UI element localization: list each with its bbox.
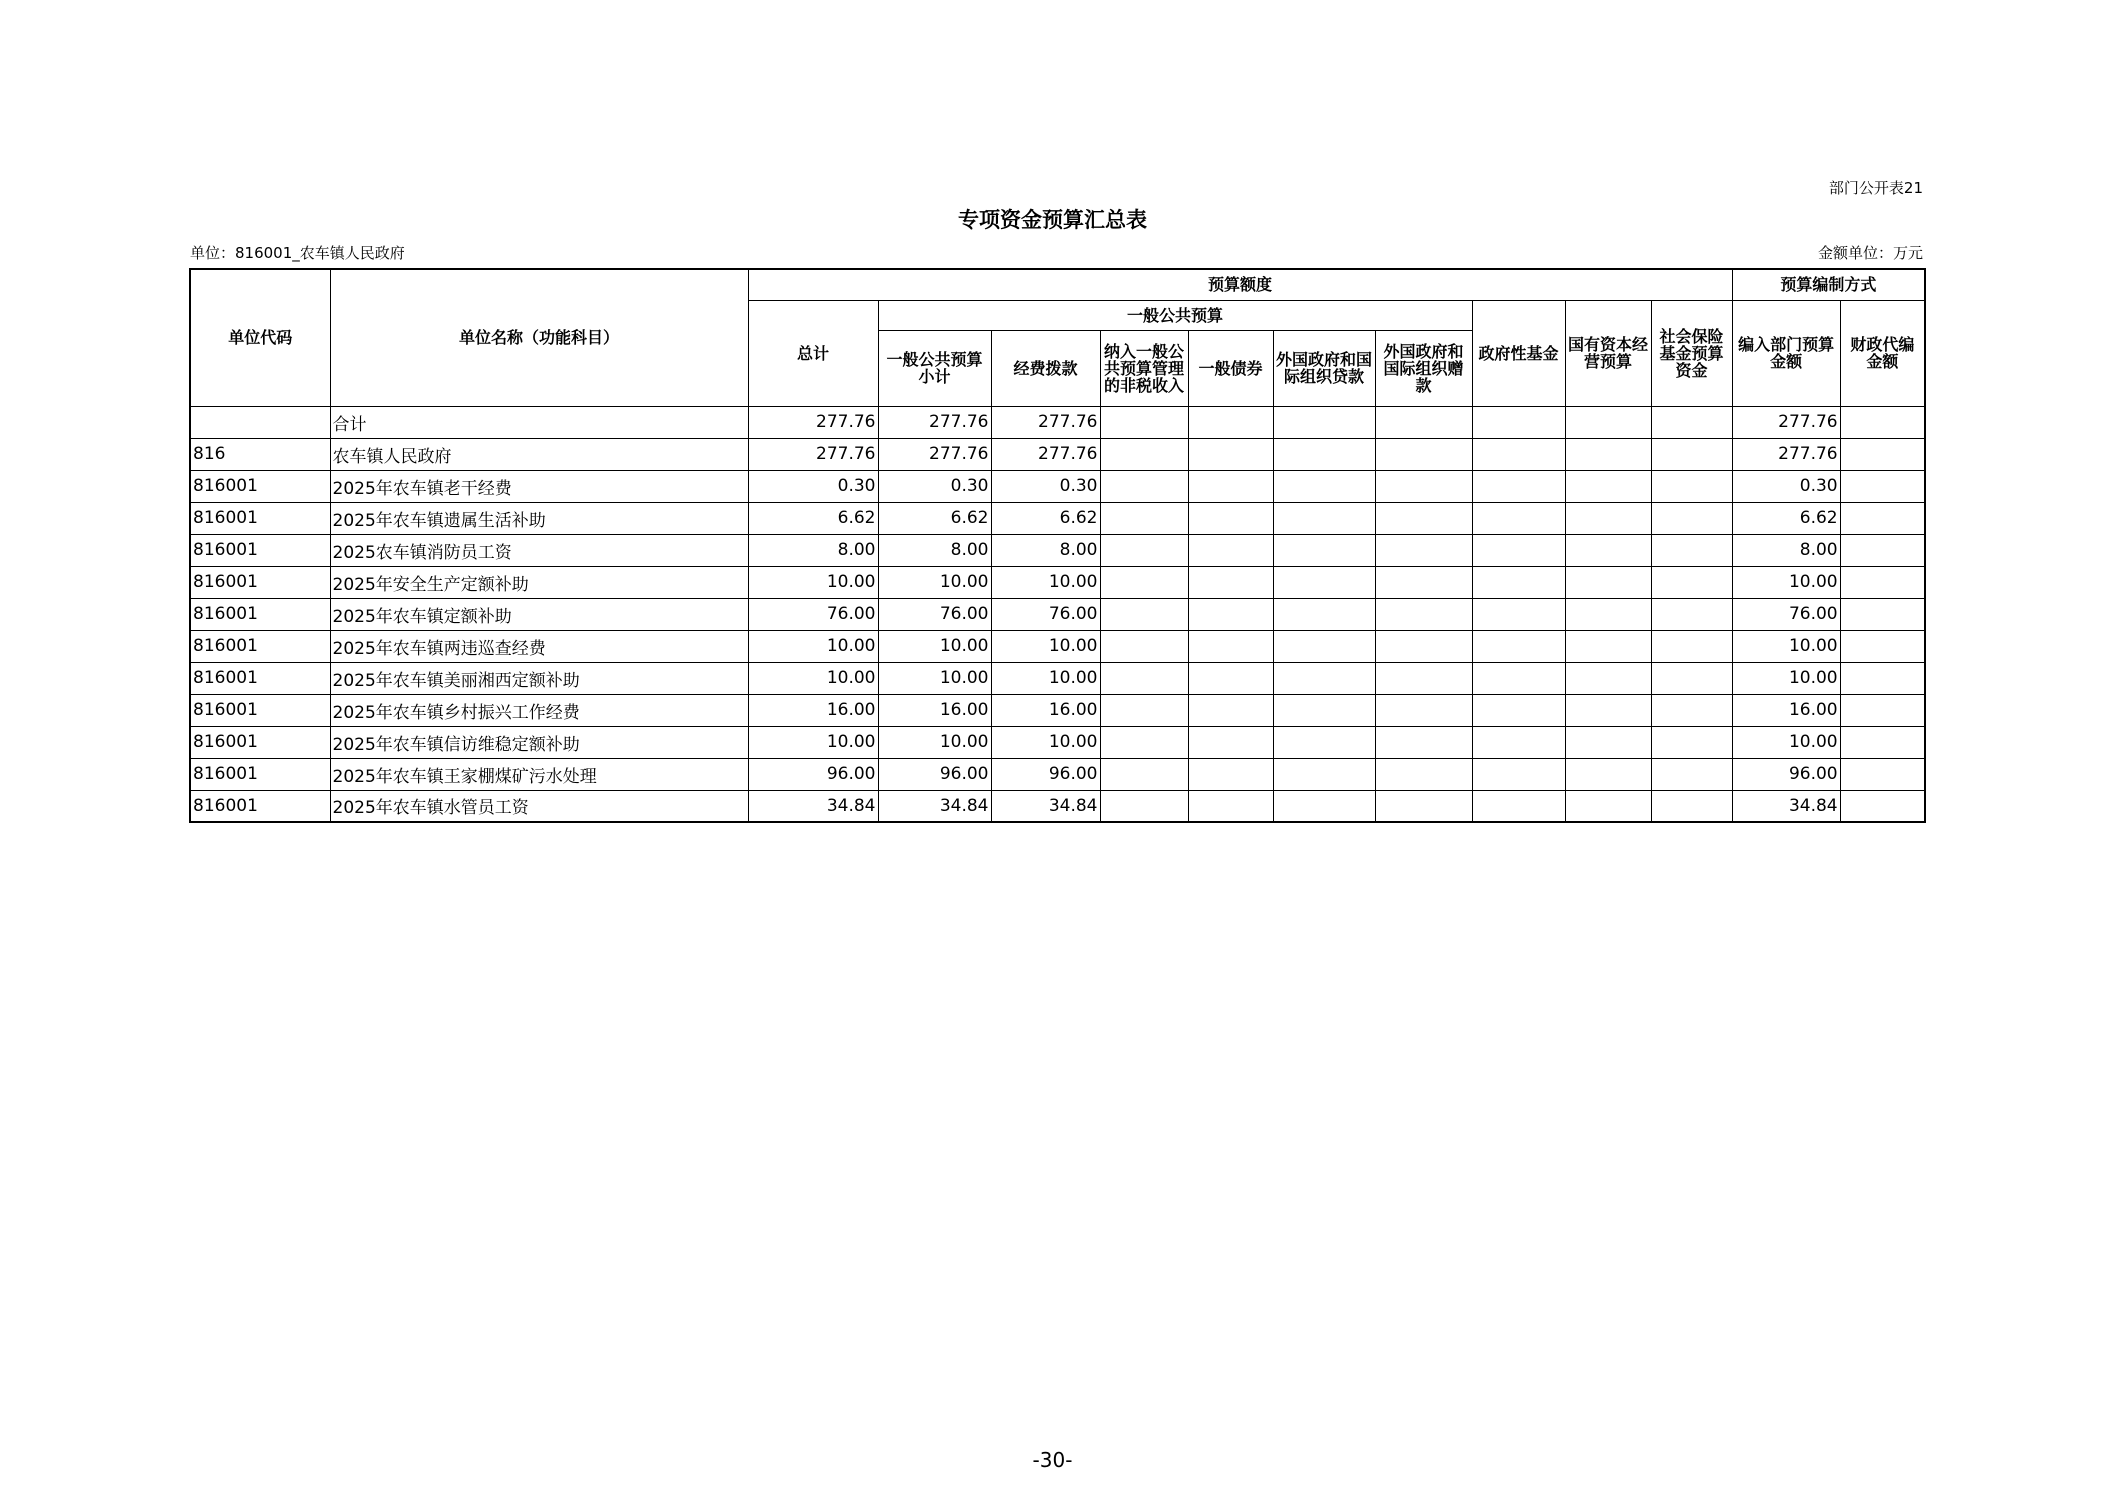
- header-name: 单位名称（功能科目）: [330, 269, 748, 406]
- cell-total: 34.84: [748, 790, 878, 822]
- cell-empty: [1375, 662, 1472, 694]
- cell-empty: [1273, 662, 1375, 694]
- cell-empty: [1565, 406, 1651, 438]
- cell-empty: [1840, 694, 1925, 726]
- cell-empty: [1375, 406, 1472, 438]
- cell-subtotal: 277.76: [878, 438, 991, 470]
- cell-dept-budget: 96.00: [1732, 758, 1840, 790]
- page-label: 部门公开表21: [1828, 179, 1923, 197]
- cell-total: 10.00: [748, 566, 878, 598]
- cell-funding: 8.00: [991, 534, 1100, 566]
- cell-total: 16.00: [748, 694, 878, 726]
- cell-empty: [1100, 406, 1188, 438]
- cell-code: 816001: [190, 726, 330, 758]
- cell-name: 2025年农车镇美丽湘西定额补助: [330, 662, 748, 694]
- header-fiscal-agency: 财政代编金额: [1840, 300, 1925, 406]
- cell-empty: [1375, 630, 1472, 662]
- header-state-capital: 国有资本经营预算: [1565, 300, 1651, 406]
- cell-subtotal: 10.00: [878, 726, 991, 758]
- cell-empty: [1273, 790, 1375, 822]
- cell-subtotal: 6.62: [878, 502, 991, 534]
- cell-dept-budget: 76.00: [1732, 598, 1840, 630]
- cell-empty: [1188, 438, 1273, 470]
- cell-empty: [1651, 726, 1732, 758]
- cell-total: 6.62: [748, 502, 878, 534]
- cell-name: 2025年农车镇乡村振兴工作经费: [330, 694, 748, 726]
- budget-table: [189, 268, 1926, 823]
- cell-subtotal: 76.00: [878, 598, 991, 630]
- cell-empty: [1840, 662, 1925, 694]
- cell-empty: [1100, 726, 1188, 758]
- cell-empty: [1472, 790, 1565, 822]
- cell-funding: 0.30: [991, 470, 1100, 502]
- table-row: [190, 662, 1925, 694]
- cell-empty: [1565, 598, 1651, 630]
- cell-dept-budget: 277.76: [1732, 406, 1840, 438]
- cell-empty: [1651, 438, 1732, 470]
- cell-empty: [1188, 790, 1273, 822]
- cell-empty: [1840, 502, 1925, 534]
- cell-empty: [1651, 502, 1732, 534]
- table-row: [190, 758, 1925, 790]
- cell-dept-budget: 10.00: [1732, 662, 1840, 694]
- cell-dept-budget: 10.00: [1732, 566, 1840, 598]
- cell-empty: [1188, 534, 1273, 566]
- cell-total: 76.00: [748, 598, 878, 630]
- cell-subtotal: 10.00: [878, 566, 991, 598]
- cell-empty: [1840, 758, 1925, 790]
- cell-empty: [1472, 470, 1565, 502]
- cell-code: 816001: [190, 790, 330, 822]
- cell-empty: [1100, 758, 1188, 790]
- table-row: [190, 598, 1925, 630]
- cell-empty: [1273, 406, 1375, 438]
- table-row: [190, 470, 1925, 502]
- header-foreign-loans: 外国政府和国际组织贷款: [1273, 330, 1375, 406]
- page-number: -30-: [1032, 1448, 1073, 1472]
- cell-empty: [1565, 694, 1651, 726]
- cell-funding: 10.00: [991, 630, 1100, 662]
- cell-code: 816001: [190, 470, 330, 502]
- table-row: [190, 406, 1925, 438]
- cell-empty: [1565, 534, 1651, 566]
- table-row: [190, 790, 1925, 822]
- cell-code: 816001: [190, 758, 330, 790]
- header-foreign-grants: 外国政府和国际组织赠款: [1375, 330, 1472, 406]
- cell-empty: [1840, 598, 1925, 630]
- cell-empty: [1273, 534, 1375, 566]
- cell-code: 816001: [190, 630, 330, 662]
- cell-subtotal: 34.84: [878, 790, 991, 822]
- cell-code: 816001: [190, 566, 330, 598]
- cell-subtotal: 277.76: [878, 406, 991, 438]
- cell-empty: [1375, 470, 1472, 502]
- cell-empty: [1273, 566, 1375, 598]
- cell-name: 农车镇人民政府: [330, 438, 748, 470]
- cell-empty: [1472, 502, 1565, 534]
- header-dept-budget: 编入部门预算金额: [1732, 300, 1840, 406]
- cell-empty: [1472, 566, 1565, 598]
- cell-empty: [1100, 502, 1188, 534]
- cell-name: 2025年农车镇水管员工资: [330, 790, 748, 822]
- cell-empty: [1565, 662, 1651, 694]
- header-bonds: 一般债券: [1188, 330, 1273, 406]
- table-row: [190, 534, 1925, 566]
- cell-empty: [1188, 470, 1273, 502]
- header-compile-method: 预算编制方式: [1732, 269, 1925, 300]
- cell-funding: 10.00: [991, 566, 1100, 598]
- cell-code: 816001: [190, 598, 330, 630]
- cell-empty: [1100, 534, 1188, 566]
- cell-subtotal: 0.30: [878, 470, 991, 502]
- cell-dept-budget: 6.62: [1732, 502, 1840, 534]
- cell-empty: [1100, 662, 1188, 694]
- cell-code: 816001: [190, 694, 330, 726]
- cell-empty: [1375, 566, 1472, 598]
- cell-total: 10.00: [748, 662, 878, 694]
- cell-empty: [1565, 790, 1651, 822]
- cell-name: 2025年安全生产定额补助: [330, 566, 748, 598]
- cell-empty: [1273, 438, 1375, 470]
- cell-empty: [1188, 598, 1273, 630]
- header-general-public: 一般公共预算: [878, 300, 1472, 330]
- cell-empty: [1651, 758, 1732, 790]
- cell-name: 2025农车镇消防员工资: [330, 534, 748, 566]
- cell-funding: 34.84: [991, 790, 1100, 822]
- cell-code: 816001: [190, 534, 330, 566]
- cell-empty: [1651, 598, 1732, 630]
- header-non-tax: 纳入一般公共预算管理的非税收入: [1100, 330, 1188, 406]
- cell-empty: [1188, 566, 1273, 598]
- cell-empty: [1273, 758, 1375, 790]
- cell-empty: [1840, 534, 1925, 566]
- cell-subtotal: 8.00: [878, 534, 991, 566]
- table-row: [190, 566, 1925, 598]
- amount-unit-label: 金额单位：万元: [1817, 244, 1923, 262]
- cell-empty: [1565, 726, 1651, 758]
- cell-empty: [1375, 790, 1472, 822]
- cell-empty: [1472, 726, 1565, 758]
- cell-empty: [1472, 438, 1565, 470]
- cell-funding: 10.00: [991, 726, 1100, 758]
- cell-subtotal: 10.00: [878, 662, 991, 694]
- header-budget-quota: 预算额度: [748, 269, 1732, 300]
- cell-empty: [1840, 566, 1925, 598]
- cell-name: 2025年农车镇两违巡查经费: [330, 630, 748, 662]
- cell-empty: [1840, 630, 1925, 662]
- cell-dept-budget: 0.30: [1732, 470, 1840, 502]
- header-gov-fund: 政府性基金: [1472, 300, 1565, 406]
- cell-dept-budget: 34.84: [1732, 790, 1840, 822]
- header-social-insurance: 社会保险基金预算资金: [1651, 300, 1732, 406]
- cell-empty: [1651, 534, 1732, 566]
- cell-empty: [1565, 758, 1651, 790]
- cell-empty: [1840, 790, 1925, 822]
- cell-empty: [1472, 534, 1565, 566]
- cell-empty: [1472, 662, 1565, 694]
- cell-empty: [1273, 502, 1375, 534]
- cell-funding: 277.76: [991, 438, 1100, 470]
- cell-code: [190, 406, 330, 438]
- cell-empty: [1375, 598, 1472, 630]
- cell-empty: [1188, 406, 1273, 438]
- cell-empty: [1375, 726, 1472, 758]
- cell-empty: [1273, 726, 1375, 758]
- cell-name: 2025年农车镇王家棚煤矿污水处理: [330, 758, 748, 790]
- cell-empty: [1100, 598, 1188, 630]
- cell-empty: [1100, 630, 1188, 662]
- cell-empty: [1651, 406, 1732, 438]
- cell-code: 816: [190, 438, 330, 470]
- cell-funding: 277.76: [991, 406, 1100, 438]
- header-code: 单位代码: [190, 269, 330, 406]
- cell-empty: [1188, 502, 1273, 534]
- cell-empty: [1100, 470, 1188, 502]
- cell-name: 合计: [330, 406, 748, 438]
- cell-empty: [1565, 566, 1651, 598]
- cell-empty: [1565, 502, 1651, 534]
- cell-dept-budget: 10.00: [1732, 630, 1840, 662]
- cell-empty: [1188, 630, 1273, 662]
- cell-empty: [1472, 758, 1565, 790]
- cell-total: 96.00: [748, 758, 878, 790]
- cell-empty: [1651, 694, 1732, 726]
- cell-empty: [1840, 406, 1925, 438]
- cell-dept-budget: 8.00: [1732, 534, 1840, 566]
- cell-empty: [1565, 438, 1651, 470]
- cell-empty: [1472, 630, 1565, 662]
- cell-dept-budget: 10.00: [1732, 726, 1840, 758]
- cell-empty: [1375, 438, 1472, 470]
- cell-empty: [1100, 694, 1188, 726]
- cell-subtotal: 16.00: [878, 694, 991, 726]
- cell-code: 816001: [190, 502, 330, 534]
- cell-empty: [1273, 598, 1375, 630]
- cell-name: 2025年农车镇定额补助: [330, 598, 748, 630]
- cell-empty: [1651, 630, 1732, 662]
- cell-subtotal: 10.00: [878, 630, 991, 662]
- cell-funding: 96.00: [991, 758, 1100, 790]
- table-row: [190, 502, 1925, 534]
- table-row: [190, 694, 1925, 726]
- cell-funding: 76.00: [991, 598, 1100, 630]
- cell-empty: [1472, 406, 1565, 438]
- cell-empty: [1840, 438, 1925, 470]
- cell-empty: [1651, 566, 1732, 598]
- cell-total: 10.00: [748, 726, 878, 758]
- cell-code: 816001: [190, 662, 330, 694]
- cell-empty: [1375, 694, 1472, 726]
- cell-empty: [1375, 758, 1472, 790]
- cell-name: 2025年农车镇老干经费: [330, 470, 748, 502]
- cell-empty: [1840, 470, 1925, 502]
- cell-subtotal: 96.00: [878, 758, 991, 790]
- cell-empty: [1472, 598, 1565, 630]
- cell-empty: [1651, 662, 1732, 694]
- cell-dept-budget: 277.76: [1732, 438, 1840, 470]
- header-gp-subtotal: 一般公共预算小计: [878, 330, 991, 406]
- cell-empty: [1375, 534, 1472, 566]
- cell-empty: [1188, 726, 1273, 758]
- cell-empty: [1840, 726, 1925, 758]
- header-funding: 经费拨款: [991, 330, 1100, 406]
- cell-name: 2025年农车镇信访维稳定额补助: [330, 726, 748, 758]
- cell-empty: [1188, 694, 1273, 726]
- cell-empty: [1100, 438, 1188, 470]
- cell-name: 2025年农车镇遗属生活补助: [330, 502, 748, 534]
- cell-total: 277.76: [748, 406, 878, 438]
- cell-total: 8.00: [748, 534, 878, 566]
- cell-empty: [1375, 502, 1472, 534]
- cell-funding: 6.62: [991, 502, 1100, 534]
- cell-total: 277.76: [748, 438, 878, 470]
- cell-funding: 16.00: [991, 694, 1100, 726]
- cell-empty: [1273, 694, 1375, 726]
- cell-total: 10.00: [748, 630, 878, 662]
- unit-label: 单位：816001_农车镇人民政府: [190, 244, 405, 262]
- cell-empty: [1565, 470, 1651, 502]
- cell-empty: [1188, 758, 1273, 790]
- cell-empty: [1565, 630, 1651, 662]
- cell-funding: 10.00: [991, 662, 1100, 694]
- page-title: 专项资金预算汇总表: [958, 208, 1147, 232]
- table-row: [190, 726, 1925, 758]
- cell-empty: [1273, 470, 1375, 502]
- cell-empty: [1651, 470, 1732, 502]
- cell-empty: [1100, 790, 1188, 822]
- table-row: [190, 630, 1925, 662]
- cell-empty: [1472, 694, 1565, 726]
- cell-empty: [1100, 566, 1188, 598]
- cell-total: 0.30: [748, 470, 878, 502]
- cell-empty: [1188, 662, 1273, 694]
- header-total: 总计: [748, 300, 878, 406]
- cell-empty: [1651, 790, 1732, 822]
- table-row: [190, 438, 1925, 470]
- cell-empty: [1273, 630, 1375, 662]
- cell-dept-budget: 16.00: [1732, 694, 1840, 726]
